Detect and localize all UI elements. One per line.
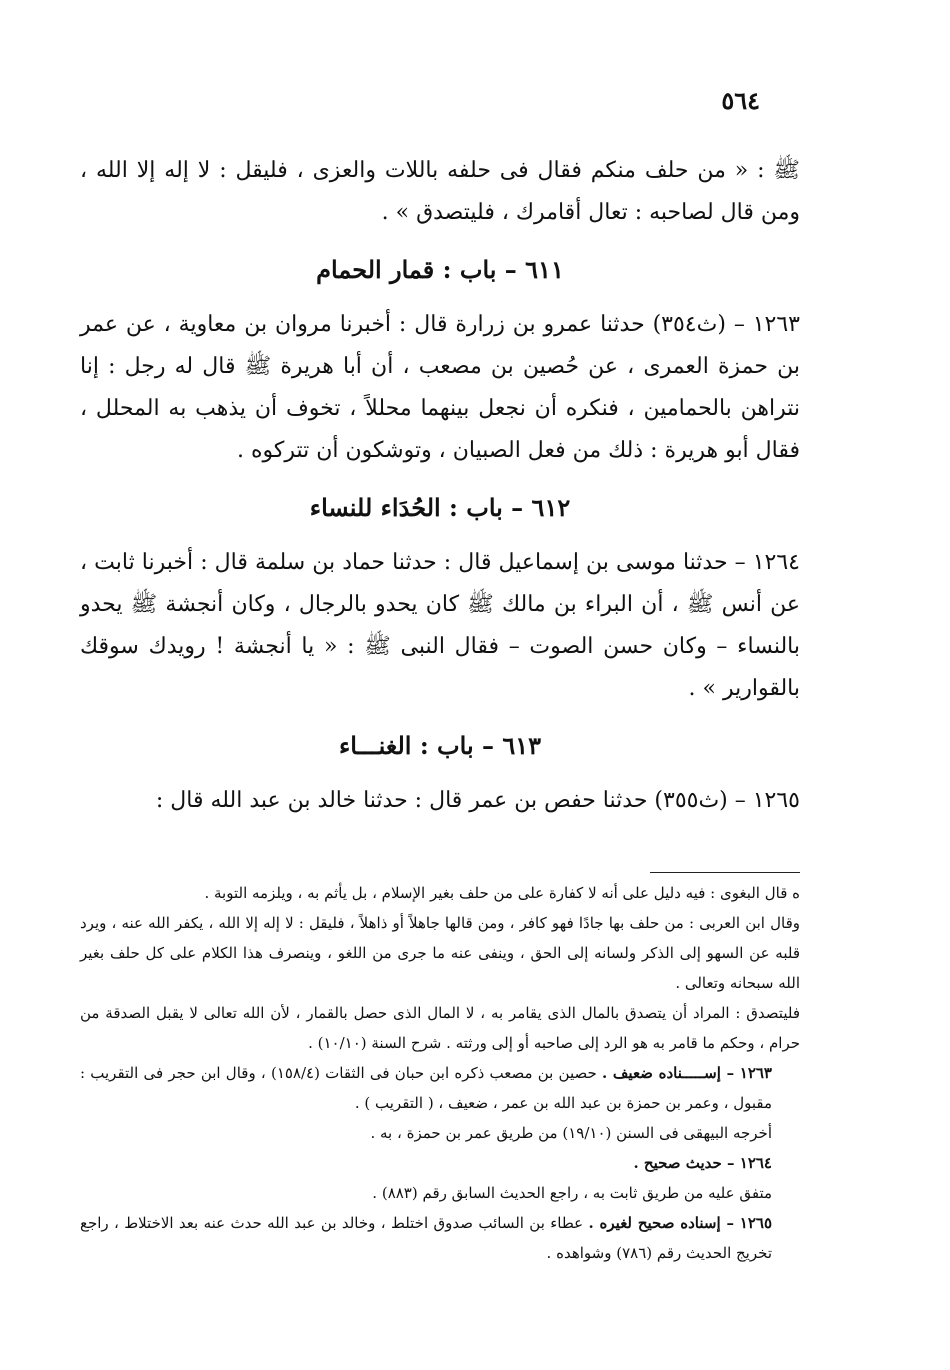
- footnote-bayhaqi: أخرجه البيهقى فى السنن (١٩/١٠) من طريق عمر بن حمزة ، به .: [370, 1124, 772, 1142]
- chapter-heading-611: ٦١١ – باب : قمار الحمام: [316, 255, 564, 284]
- footnote-1265-text: عطاء بن السائب صدوق اختلط ، وخالد بن عبد الله حدث عنه بعد الاختلاط ، راجع تخريج الحديث رقم (٧٨٦) وشواهده .: [80, 1214, 772, 1262]
- footnote-1265: [80, 1208, 800, 1268]
- grading-1264: ١٢٦٤ – حديث صحيح .: [633, 1154, 772, 1172]
- main-text: [80, 150, 800, 822]
- hadith-1264: ١٢٦٤ – حدثنا موسى بن إسماعيل قال : حدثنا حماد بن سلمة قال : أخبرنا ثابت ، عن أنس ﷺ ، أن البراء بن مالك ﷺ كان يحدو بالرجال ، وكان أنجشة ﷺ يحدو بالنساء – وكان حسن الصوت – فقال النبى ﷺ : « يا أنجشة ! رويدك سوقك بالقوارير » .: [80, 550, 800, 701]
- footnote-baghawi: ه قال البغوى : فيه دليل على أنه لا كفارة على من حلف بغير الإسلام ، بل يأثم به ، ويلزمه التوبة .: [204, 884, 800, 902]
- chapter-heading-613: ٦١٣ – باب : الغنـــاء: [338, 731, 542, 760]
- grading-1263: ١٢٦٣ – إســـــناده ضعيف .: [602, 1064, 772, 1082]
- paragraph-intro: ﷺ : « من حلف منكم فقال فى حلفه باللات والعزى ، فليقل : لا إله إلا الله ، ومن قال لصاحبه : تعال أقامرك ، فليتصدق » .: [80, 158, 800, 225]
- footnotes: [80, 868, 800, 1268]
- chapter-heading-612: ٦١٢ – باب : الحُدَاء للنساء: [309, 493, 571, 522]
- hadith-1263: ١٢٦٣ – (ث٣٥٤) حدثنا عمرو بن زرارة قال : أخبرنا مروان بن معاوية ، عن عمر بن حمزة العمرى ، عن حُصين بن مصعب ، أن أبا هريرة ﷺ قال له رجل : إنا نتراهن بالحمامين ، فنكره أن نجعل بينهما محللاً ، تخوف أن يذهب به المحلل ، فقال أبو هريرة : ذلك من فعل الصبيان ، وتوشكون أن تتركوه .: [80, 312, 800, 463]
- footnote-1263: [80, 1058, 800, 1118]
- hadith-1265: ١٢٦٥ – (ث٣٥٥) حدثنا حفص بن عمر قال : حدثنا خالد بن عبد الله قال :: [155, 788, 800, 813]
- footnote-sadaqa: فليتصدق : المراد أن يتصدق بالمال الذى يقامر به ، لا المال الذى حصل بالقمار ، لأن الله تعالى لا يقبل الصدقة من حرام ، وحكم ما قامر به هو الرد إلى صاحبه أو إلى ورثته . شرح السنة (١٠/١٠) .: [80, 1004, 800, 1052]
- footnote-muttafaq: متفق عليه من طريق ثابت به ، راجع الحديث السابق رقم (٨٨٣) .: [372, 1184, 772, 1202]
- grading-1265: ١٢٦٥ – إسناده صحيح لغيره .: [588, 1214, 773, 1232]
- footnote-ibn-arabi: وقال ابن العربى : من حلف بها جادًا فهو كافر ، ومن قالها جاهلاً أو ذاهلاً ، فليقل : لا إله إلا الله ، يكفر الله عنه ، ويرد قلبه عن السهو إلى الذكر ولسانه إلى الحق ، وينفى عنه ما جرى من اللغو ، وينصرف هذا الكلام على كل حلف بغير الله سبحانه وتعالى .: [80, 914, 800, 992]
- footnote-1263-text: حصين بن مصعب ذكره ابن حبان فى الثقات (١٥٨/٤) ، وقال ابن حجر فى التقريب : مقبول ، وعمر بن حمزة بن عبد الله بن عمر ، ضعيف ، ( التقريب ) .: [80, 1064, 772, 1112]
- footnote-1264: [80, 1148, 800, 1178]
- page-number: ٥٦٤: [721, 86, 760, 115]
